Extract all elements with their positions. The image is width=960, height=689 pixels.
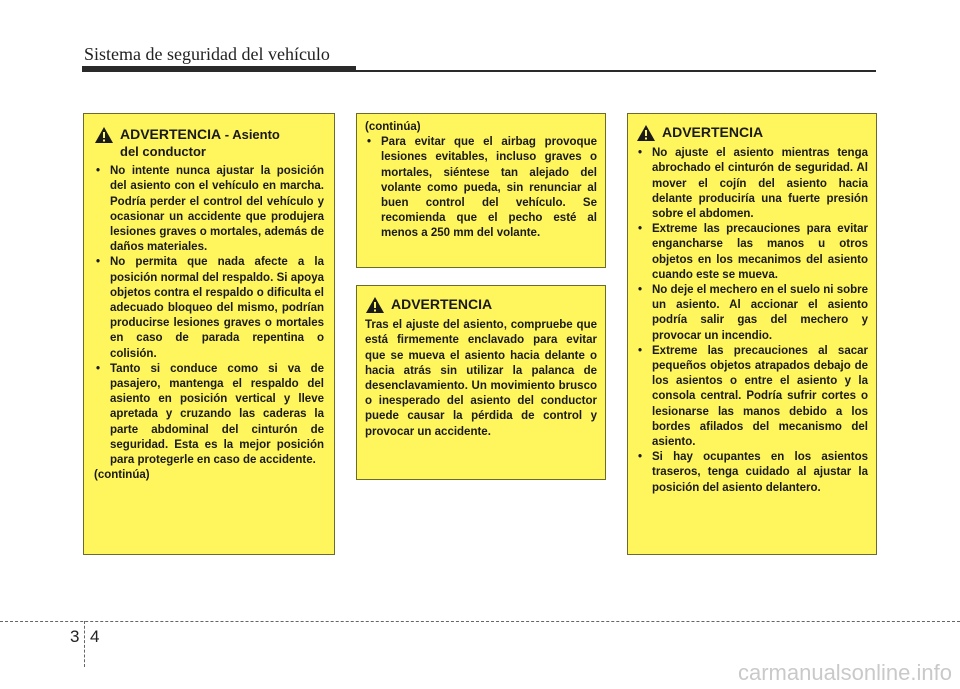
warning-title-row	[365, 296, 597, 314]
continued-label: (continúa)	[365, 121, 421, 133]
warning-title-line2: del conductor	[120, 144, 206, 160]
warning-bullet: • No deje el mechero en el suelo ni sobre un asiento. Al accionar el asiento podría salir gas del mechero y provocar un incendio.	[638, 284, 869, 342]
warning-box-seat-adjust	[627, 113, 877, 555]
warning-title-row	[636, 124, 868, 142]
warning-bullet: • No permita que nada afecte a la posición normal del respaldo. Si apoya objetos contra el respaldo o dificulta el adecuado bloqueo del mismo, podrían producirse lesiones graves o mortales en caso de parada repentina o colisión.	[96, 256, 324, 360]
warning-title: ADVERTENCIA	[662, 124, 764, 140]
page-header-title: Sistema de seguridad del vehículo	[84, 44, 330, 64]
warning-bullet: • Si hay ocupantes en los asientos traseros, tenga cuidado al ajustar la posición del asiento delantero.	[638, 451, 868, 494]
warning-title: ADVERTENCIA	[391, 296, 493, 312]
continued-label: (continúa)	[94, 469, 150, 482]
footer-dashed-rule	[0, 621, 960, 622]
header-bar	[82, 66, 356, 72]
warning-body: Tras el ajuste del asiento, compruebe que está firmemente enclavado para evitar que se mueva el asiento hacia delante o hacia atrás sin utilizar la palanca de desenclavamiento. Un movimiento brusco o inesperado del asiento del conductor puede causar la pérdida de control y provocar un accidente.	[365, 319, 597, 438]
warning-bullet: • Extreme las precauciones para evitar engancharse las manos u otros objetos en los mecanimos del asiento cuando este se mueva.	[638, 223, 868, 281]
page-number: 4	[90, 627, 100, 646]
warning-bullet: • No intente nunca ajustar la posición del asiento con el vehículo en marcha. Podría perder el control del vehículo y ocasionar un accidente que produjera lesiones graves o mortales, además de daños materiales.	[96, 165, 324, 254]
warning-box-driver-seat	[83, 113, 335, 555]
warning-box-airbag-continued	[356, 113, 606, 268]
watermark: carmanualsonline.info	[737, 660, 952, 685]
page-section-number: 3	[70, 627, 80, 646]
warning-triangle-icon	[365, 296, 385, 314]
warning-bullet: • Para evitar que el airbag provoque lesiones evitables, incluso graves o mortales, siéntese tan alejado del volante como pueda, sin renunciar al buen control del vehículo. Se recomienda que el pecho esté al menos a 250 mm del volante.	[367, 136, 597, 240]
warning-title-suffix: - Asiento	[221, 127, 280, 142]
warning-triangle-icon	[636, 124, 656, 142]
warning-bullet: • Tanto si conduce como si va de pasajero, mantenga el respaldo del asiento en posición vertical y lleve apretada y cruzando las caderas la parte abdominal del cinturón de seguridad. Esta es la mejor posición para protegerle en caso de accidente.	[96, 362, 324, 467]
warning-bullet: • No ajuste el asiento mientras tenga abrochado el cinturón de seguridad. Al mover el cojín del asiento hacia delante produciría una fuerte presión sobre el abdomen.	[638, 147, 868, 221]
warning-title-row	[94, 126, 324, 160]
footer-dashed-divider	[84, 621, 85, 667]
warning-title: ADVERTENCIA	[120, 126, 222, 142]
warning-triangle-icon	[94, 126, 114, 144]
warning-box-seat-lock	[356, 285, 606, 480]
header-rule	[356, 70, 876, 72]
warning-bullet: • Extreme las precauciones al sacar pequeños objetos atrapados debajo de los asientos o entre el asiento y la consola central. Podría sufrir cortes o lesionarse las manos debido a los bordes afilados del mecanismo del asiento.	[638, 344, 868, 449]
